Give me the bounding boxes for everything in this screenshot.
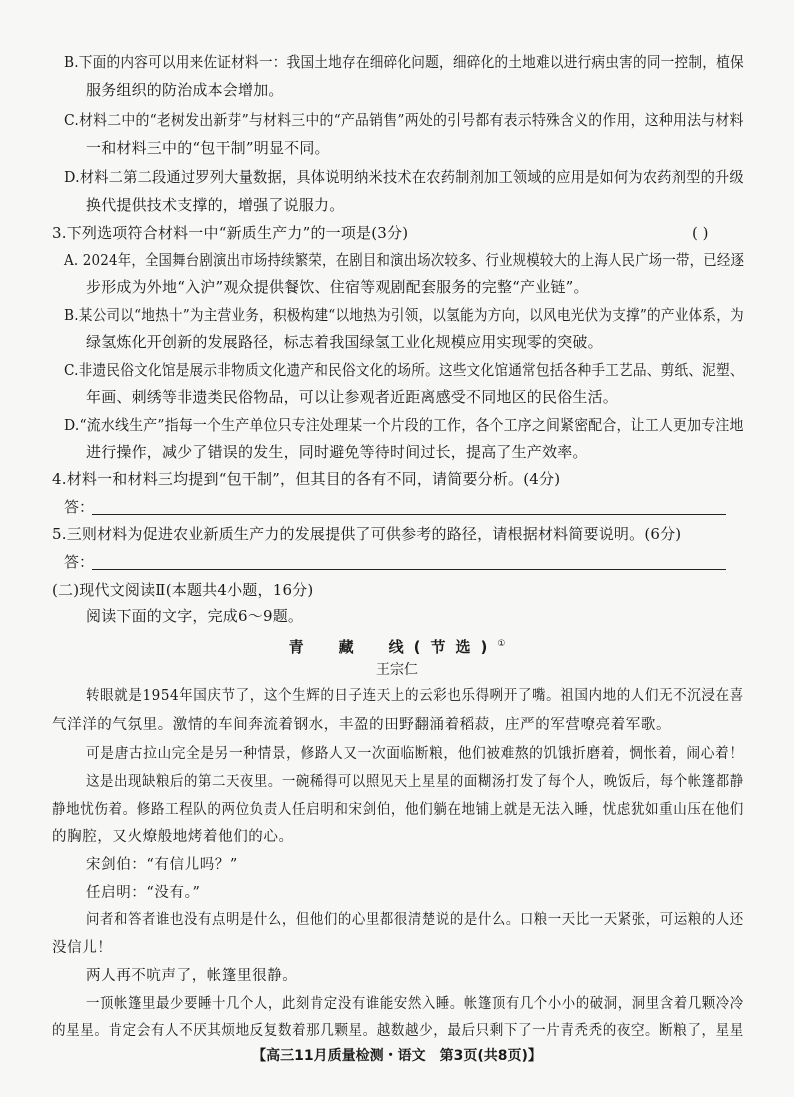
passage-line: 任启明：“没有。”: [86, 885, 201, 901]
q3-option-c-line1: C.非遗民俗文化馆是展示非物质文化遗产和民俗文化的场所。这些文化馆通常包括各种手工艺品、剪纸、泥塑、: [64, 361, 744, 379]
passage-line: 这是出现缺粮后的第二天夜里。一碗稀得可以照见天上星星的面糊汤打发了每个人，晚饭后，每个帐篷都静: [86, 774, 744, 790]
q4-answer-label: 答：: [64, 498, 95, 516]
q3-option-d-line1: D.“流水线生产”指每一个生产单位只专注处理某一个片段的工作，各个工序之间紧密配合，让工人更加专注地: [64, 416, 744, 434]
q2-option-b-line2: 服务组织的防治成本会增加。: [86, 81, 284, 99]
passage-line: 气洋洋的气氛里。激情的车间奔流着钢水，丰盈的田野翻涌着稻菽，庄严的军营嘹亮着军歌。: [52, 717, 672, 733]
passage-title: [0, 634, 794, 657]
passage-line: 没信儿！: [52, 940, 113, 956]
section-heading: (二)现代文阅读Ⅱ(本题共4小题，16分): [52, 581, 314, 599]
q4-stem: 4.材料一和材料三均提到“包干制”，但其目的各有不同，请简要分析。(4分): [52, 470, 561, 488]
q3-option-a-line1: A. 2024年，全国舞台剧演出市场持续繁荣，在剧目和演出场次较多、行业规模较大的上海人民广场一带，已经逐: [64, 251, 745, 269]
q5-stem: 5.三则材料为促进农业新质生产力的发展提供了可供参考的路径，请根据材料简要说明。(6分): [52, 525, 682, 543]
passage-title-text: 青 藏 线(节选): [288, 638, 498, 656]
q3-option-d-line2: 进行操作，减少了错误的发生，同时避免等待时间过长，提高了生产效率。: [86, 443, 588, 461]
q4-answer-line[interactable]: [92, 514, 726, 515]
q3-answer-bracket: ( ): [692, 224, 709, 242]
section-instruction: 阅读下面的文字，完成6～9题。: [86, 607, 304, 625]
passage-line: 转眼就是1954年国庆节了，这个生辉的日子连天上的云彩也乐得咧开了嘴。祖国内地的人们无不沉浸在喜: [86, 688, 744, 704]
passage-line: 的胸腔，又火燎般地烤着他们的心。: [52, 829, 294, 845]
passage-line: 两人再不吭声了，帐篷里很静。: [86, 968, 298, 984]
q3-option-a-line2: 步形成为外地“入沪”观众提供餐饮、住宿等观剧配套服务的完整“产业链”。: [86, 278, 589, 296]
passage-line: 静地忧伤着。修路工程队的两位负责人任启明和宋剑伯，他们躺在地铺上就是无法入睡，忧虑犹如重山压在他们: [52, 802, 744, 818]
q3-stem: 3.下列选项符合材料一中“新质生产力”的一项是(3分): [52, 224, 409, 242]
q2-option-c-line1: C.材料二中的“老树发出新芽”与材料三中的“产品销售”两处的引号都有表示特殊含义的作用，这种用法与材料: [64, 111, 744, 129]
q5-answer-label: 答：: [64, 553, 95, 571]
page-footer: 【高三11月质量检测・语文 第3页(共8页)】: [252, 1048, 542, 1064]
passage-line: 的星星。肯定会有人不厌其烦地反复数着那几颗星。越数越少，最后只剩下了一片青秃秃的夜空。断粮了，星星: [52, 1023, 744, 1039]
q3-option-b-line1: B.某公司以“地热十”为主营业务，积极构建“以地热为引领，以氢能为方向，以风电光伏为支撑”的产业体系，为: [64, 306, 744, 324]
q3-option-b-line2: 绿氢炼化开创新的发展路径，标志着我国绿氢工业化规模应用实现零的突破。: [86, 333, 603, 351]
passage-title-footnote-mark: ①: [497, 639, 506, 649]
q2-option-d-line1: D.材料二第二段通过罗列大量数据，具体说明纳米技术在农药制剂加工领域的应用是如何为农药剂型的升级: [64, 168, 744, 186]
q5-answer-line[interactable]: [92, 569, 726, 570]
passage-line: 问者和答者谁也没有点明是什么，但他们的心里都很清楚说的是什么。口粮一天比一天紧张，可运粮的人还: [86, 912, 744, 928]
q2-option-b-line1: B.下面的内容可以用来佐证材料一：我国土地存在细碎化问题，细碎化的土地难以进行病虫害的同一控制，植保: [64, 53, 744, 71]
q2-option-d-line2: 换代提供技术支撑的，增强了说服力。: [86, 196, 345, 214]
passage-line: 一顶帐篷里最少要睡十几个人，此刻肯定没有谁能安然入睡。帐篷顶有几个小小的破洞，洞里含着几颗冷冷: [86, 996, 744, 1012]
q3-option-c-line2: 年画、刺绣等非遗类民俗物品，可以让参观者近距离感受不同地区的民俗生活。: [86, 388, 619, 406]
passage-line: 可是唐古拉山完全是另一种情景，修路人又一次面临断粮，他们被难熬的饥饿折磨着，惆怅着，闹心着！: [86, 746, 744, 762]
passage-author: 王宗仁: [376, 662, 418, 678]
q2-option-c-line2: 一和材料三中的“包干制”明显不同。: [86, 139, 330, 157]
passage-line: 宋剑伯：“有信儿吗？”: [86, 857, 238, 873]
